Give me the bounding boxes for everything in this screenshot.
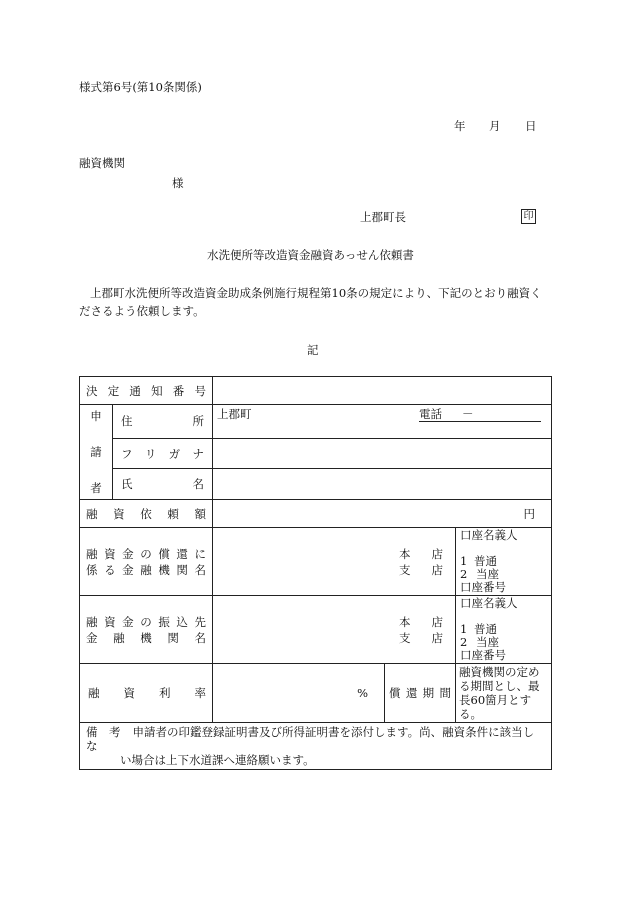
- form-number: 様式第6号(第10条関係): [79, 80, 202, 94]
- date-day: 日: [525, 119, 537, 133]
- repay-bank-label: 融 資 金 の 償 還 に 係 る 金 融 機 関 名: [80, 528, 213, 596]
- transfer-bank-field[interactable]: [213, 596, 456, 664]
- body-line-2: ださるよう依頼します。: [79, 304, 205, 318]
- row-remarks: [80, 723, 552, 770]
- row-repay-bank: [80, 528, 552, 596]
- transfer-account-field[interactable]: [456, 596, 552, 664]
- account-type-options[interactable]: 1 普通2 当座: [460, 554, 499, 581]
- date-year: 年: [454, 119, 466, 133]
- rate-label: 融 資 利 率: [80, 664, 213, 723]
- furigana-field[interactable]: [213, 438, 552, 469]
- recipient-honorific: 様: [172, 176, 184, 190]
- repay-period-label: 償 還 期 間: [385, 664, 456, 723]
- row-notice-no: [80, 377, 552, 405]
- account-type-options[interactable]: 1 普通2 当座: [460, 622, 499, 649]
- row-name: [80, 469, 552, 500]
- row-address: [80, 405, 552, 439]
- seal-mark: 印: [521, 209, 536, 224]
- account-holder-label: 口座名義人: [460, 596, 518, 610]
- row-loan-amount: [80, 500, 552, 528]
- branch-office-label: 支 店: [399, 562, 443, 577]
- loan-amount-label: 融 資 依 頼 額: [80, 500, 213, 528]
- applicant-label: 申 請 者: [80, 405, 113, 500]
- account-number-label: 口座番号: [460, 580, 506, 594]
- rate-field[interactable]: [213, 664, 385, 723]
- row-transfer-bank: [80, 596, 552, 664]
- application-table: [79, 376, 552, 770]
- address-label: 住 所: [113, 405, 213, 439]
- account-holder-label: 口座名義人: [460, 528, 518, 542]
- head-office-label: 本 店: [399, 614, 443, 629]
- address-field[interactable]: [213, 405, 552, 439]
- remarks: [80, 723, 552, 770]
- phone-field[interactable]: 電話 －: [419, 407, 541, 422]
- head-office-label: 本 店: [399, 546, 443, 561]
- remarks-line-2: い場合は上下水道課へ連絡願います。: [120, 753, 315, 767]
- notice-no-label: 決 定 通 知 番 号: [80, 377, 213, 405]
- ki-mark: 記: [307, 343, 319, 357]
- furigana-label: フ リ ガ ナ: [113, 438, 213, 469]
- name-field[interactable]: [213, 469, 552, 500]
- row-rate: [80, 664, 552, 723]
- percent-unit: %: [357, 686, 368, 700]
- repay-bank-field[interactable]: [213, 528, 456, 596]
- date-month: 月: [489, 119, 501, 133]
- branch-office-label: 支 店: [399, 630, 443, 645]
- account-number-label: 口座番号: [460, 648, 506, 662]
- document-title: 水洗便所等改造資金融資あっせん依頼書: [207, 248, 414, 262]
- loan-amount-field[interactable]: [213, 500, 552, 528]
- name-label: 氏 名: [113, 469, 213, 500]
- transfer-bank-label: 融 資 金 の 振 込 先 金 融 機 関 名: [80, 596, 213, 664]
- repay-period-text: 融資機関の定める期間とし、最長60箇月とする。: [456, 664, 552, 723]
- repay-account-field[interactable]: [456, 528, 552, 596]
- row-furigana: [80, 438, 552, 469]
- yen-unit: 円: [523, 506, 535, 521]
- remarks-line-1: 申請者の印鑑登録証明書及び所得証明書を添付します。尚、融資条件に該当しな: [86, 725, 535, 753]
- issuer-name: 上郡町長: [360, 210, 406, 224]
- address-prefix: 上郡町: [217, 407, 252, 421]
- notice-no-field[interactable]: [213, 377, 552, 405]
- remarks-label: 備 考: [86, 725, 121, 739]
- body-line-1: 上郡町水洗便所等改造資金助成条例施行規程第10条の規定により、下記のとおり融資く: [90, 286, 542, 300]
- recipient-institution: 融資機関: [79, 156, 125, 170]
